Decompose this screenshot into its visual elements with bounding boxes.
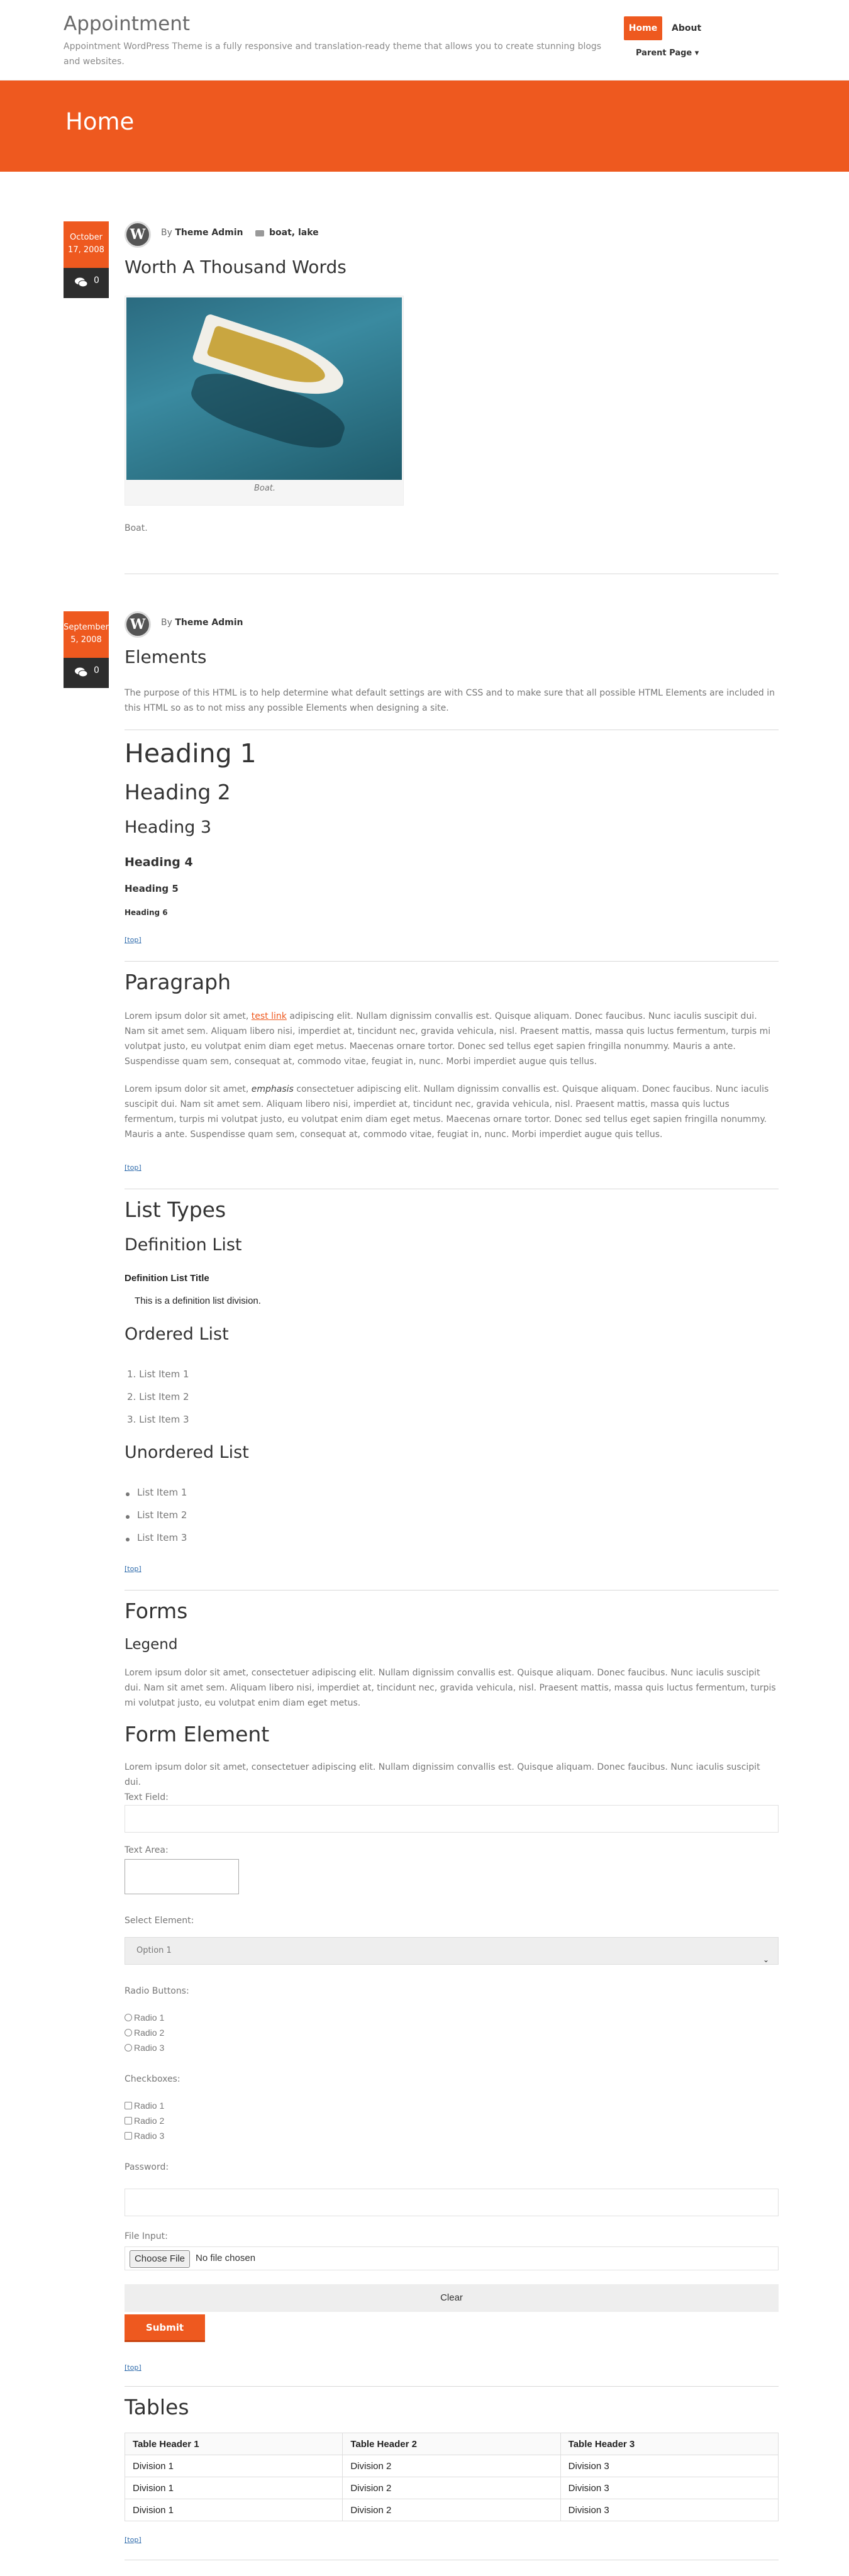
author-avatar	[125, 611, 151, 638]
table-header: Table Header 1	[125, 2433, 343, 2455]
paragraph-heading: Paragraph	[125, 970, 231, 994]
heading-4: Heading 4	[125, 855, 193, 869]
select-value: Option 1	[136, 1946, 172, 1955]
table-cell: Division 1	[125, 2499, 343, 2521]
byline	[161, 618, 243, 628]
table-header: Table Header 2	[343, 2433, 560, 2455]
post-tags[interactable]: boat, lake	[269, 228, 319, 238]
post-intro: The purpose of this HTML is to help determine what default settings are with CSS and to make sure that all possible HTML Elements are included in this HTML so as to not miss any possible Elements when designing a site.	[125, 688, 775, 713]
paragraph-1-start: Lorem ipsum dolor sit amet,	[125, 1011, 252, 1021]
form-element-heading: Form Element	[125, 1722, 270, 1746]
nav-parent-page[interactable]: Parent Page ▾	[636, 48, 699, 58]
comment-count[interactable]	[64, 268, 109, 298]
checkbox-option-label: Radio 2	[134, 2116, 165, 2126]
author-link[interactable]: Theme Admin	[175, 228, 243, 238]
comment-count[interactable]	[64, 658, 109, 688]
unordered-item: List Item 1	[137, 1487, 187, 1498]
text-field-label: Text Field:	[125, 1792, 169, 1802]
boat-figure	[125, 296, 404, 506]
table-cell: Division 1	[125, 2455, 343, 2477]
post-elements	[64, 611, 779, 2576]
radio-option-label: Radio 2	[134, 2028, 165, 2038]
unordered-item: List Item 2	[137, 1509, 187, 1521]
forms-heading: Forms	[125, 1599, 188, 1623]
table-cell: Division 3	[560, 2477, 778, 2499]
select-label: Select Element:	[125, 1916, 194, 1926]
chevron-down-icon: ⌄	[762, 1955, 769, 1964]
table-cell: Division 2	[343, 2455, 560, 2477]
heading-6: Heading 6	[125, 908, 168, 917]
definition-description: This is a definition list division.	[135, 1296, 261, 1306]
heading-2: Heading 2	[125, 780, 231, 804]
site-title[interactable]: Appointment	[64, 13, 191, 35]
radio-option-label: Radio 1	[134, 2012, 165, 2023]
heading-5: Heading 5	[125, 883, 179, 894]
bullet-icon	[126, 1515, 130, 1519]
text-area[interactable]	[125, 1859, 239, 1894]
paragraph-1	[125, 1009, 779, 1069]
heading-1: Heading 1	[125, 738, 257, 769]
text-field[interactable]	[125, 1805, 779, 1833]
divider	[125, 2386, 779, 2387]
post-date-text: October 17, 2008	[68, 233, 104, 255]
tag-icon	[255, 230, 264, 236]
heading-3: Heading 3	[125, 818, 212, 837]
checkbox-option-label: Radio 1	[134, 2101, 165, 2111]
checkbox-icon[interactable]	[125, 2117, 132, 2124]
post-title[interactable]: Worth A Thousand Words	[125, 257, 347, 277]
table-row	[125, 2477, 779, 2499]
checkbox-option[interactable]	[125, 2116, 164, 2126]
ordered-item: 2. List Item 2	[127, 1391, 189, 1402]
select-element[interactable]	[125, 1937, 779, 1965]
byline	[161, 228, 243, 238]
definition-list-heading: Definition List	[125, 1235, 242, 1255]
checkbox-icon[interactable]	[125, 2132, 132, 2140]
wordpress-icon: W	[130, 616, 146, 633]
data-table	[125, 2433, 779, 2521]
paragraph-1-end: adipiscing elit. Nullam dignissim convallis est. Quisque aliquam. Donec faucibus. Nunc iaculis suscipit dui. Nam sit amet sem. Aliquam libero nisi, imperdiet at, tincidunt nec, gravida vehicula, nisl. Praesent mattis, massa quis luctus fermentum, turpis mi volutpat justo, eu volutpat enim diam eget metus. Maecenas ornare tortor. Donec sed tellus eget sapien fringilla nonummy. Mauris a ante. Suspendisse quam sem, consequat at, commodo vitae, feugiat in, nunc. Morbi imperdiet augue quis tellus.	[125, 1011, 771, 1067]
legend-text: Lorem ipsum dolor sit amet, consectetuer adipiscing elit. Nullam dignissim convallis est. Quisque aliquam. Donec faucibus. Nunc iaculis suscipit dui. Nam sit amet sem. Aliquam libero nisi, imperdiet at, tincidunt nec, gravida vehicula, nisl. Praesent mattis, massa quis luctus fermentum, turpis mi volutpat justo, eu volutpat enim diam eget metus.	[125, 1668, 776, 1708]
post-title[interactable]: Elements	[125, 647, 207, 667]
table-cell: Division 3	[560, 2499, 778, 2521]
byline-prefix: By	[161, 618, 172, 628]
checkbox-option-label: Radio 3	[134, 2131, 165, 2141]
comments-icon	[75, 277, 87, 287]
ordered-item: 3. List Item 3	[127, 1414, 189, 1425]
file-input-label: File Input:	[125, 2231, 168, 2241]
divider	[125, 1590, 779, 1591]
boat-image[interactable]	[126, 297, 402, 480]
wordpress-icon: W	[130, 226, 146, 243]
checkbox-icon[interactable]	[125, 2102, 132, 2109]
post-body: Boat.	[125, 523, 148, 533]
tables-heading: Tables	[125, 2395, 189, 2419]
site-tagline: Appointment WordPress Theme is a fully responsive and translation-ready theme that allows you to create stunning blogs and websites.	[64, 42, 602, 67]
radio-option[interactable]	[125, 2012, 164, 2023]
paragraph-2	[125, 1082, 779, 1142]
ordered-list-heading: Ordered List	[125, 1324, 229, 1344]
table-row	[125, 2455, 779, 2477]
checkboxes-label: Checkboxes:	[125, 2074, 180, 2084]
legend-heading: Legend	[125, 1636, 178, 1653]
radio-option[interactable]	[125, 2028, 164, 2038]
top-link[interactable]: [top]	[125, 936, 142, 944]
form-text: Lorem ipsum dolor sit amet, consectetuer adipiscing elit. Nullam dignissim convallis est. Quisque aliquam. Donec faucibus. Nunc iaculis suscipit dui.	[125, 1762, 760, 1787]
figure-caption: Boat.	[253, 484, 276, 493]
unordered-list-heading: Unordered List	[125, 1443, 249, 1462]
password-label: Password:	[125, 2162, 169, 2172]
submit-button[interactable]: Submit	[125, 2314, 205, 2342]
page-title: Home	[65, 108, 135, 135]
radio-icon[interactable]	[125, 2044, 132, 2051]
table-cell: Division 3	[560, 2455, 778, 2477]
file-status: No file chosen	[196, 2253, 256, 2263]
author-avatar	[125, 221, 151, 248]
paragraph-2-end: consectetuer adipiscing elit. Nullam dignissim convallis est. Quisque aliquam. Donec faucibus. Nunc iaculis suscipit dui. Nam sit amet sem. Aliquam libero nisi, imperdiet at, tincidunt nec, gravida vehicula, nisl. Praesent mattis, massa quis luctus fermentum, turpis mi volutpat justo, eu volutpat enim diam eget metus. Maecenas ornare tortor. Donec sed tellus eget sapien fringilla nonummy. Mauris a ante. Suspendisse quam sem, consequat at, commodo vitae, feugiat in, nunc. Morbi imperdiet augue quis tellus.	[125, 1084, 769, 1140]
bullet-icon	[126, 1492, 130, 1496]
author-link[interactable]: Theme Admin	[175, 618, 243, 628]
definition-title: Definition List Title	[125, 1273, 209, 1284]
table-header: Table Header 3	[560, 2433, 778, 2455]
top-link[interactable]: [top]	[125, 2363, 142, 2372]
ordered-item: 1. List Item 1	[127, 1368, 189, 1380]
list-types-heading: List Types	[125, 1197, 226, 1222]
file-input[interactable]	[125, 2246, 779, 2270]
comment-count-text: 0	[94, 665, 99, 675]
test-link[interactable]: test link	[251, 1011, 287, 1021]
bullet-icon	[126, 1538, 130, 1541]
radio-icon[interactable]	[125, 2014, 132, 2021]
divider	[125, 961, 779, 962]
comment-count-text: 0	[94, 275, 99, 286]
emphasis-text: emphasis	[251, 1084, 294, 1094]
unordered-item: List Item 3	[137, 1532, 187, 1543]
page-banner	[0, 80, 849, 172]
table-cell: Division 2	[343, 2499, 560, 2521]
post-date[interactable]	[64, 611, 109, 658]
post-date-text: September 5, 2008	[64, 623, 109, 645]
post-worth-a-thousand-words	[64, 221, 779, 574]
site-header	[0, 0, 849, 80]
paragraph-2-start: Lorem ipsum dolor sit amet,	[125, 1084, 252, 1094]
radio-icon[interactable]	[125, 2029, 132, 2036]
checkbox-option[interactable]	[125, 2131, 164, 2141]
radio-option-label: Radio 3	[134, 2043, 165, 2053]
top-link[interactable]: [top]	[125, 2536, 142, 2544]
nav-home[interactable]: Home	[624, 16, 662, 40]
radio-option[interactable]	[125, 2043, 164, 2053]
post-date[interactable]	[64, 221, 109, 268]
table-header-row	[125, 2433, 779, 2455]
nav-about[interactable]: About	[672, 23, 702, 33]
table-cell: Division 2	[343, 2477, 560, 2499]
clear-button[interactable]: Clear	[125, 2284, 779, 2312]
comments-icon	[75, 667, 87, 677]
text-area-label: Text Area:	[125, 1845, 169, 1855]
top-link[interactable]: [top]	[125, 1565, 142, 1573]
choose-file-button[interactable]: Choose File	[130, 2250, 190, 2268]
radio-label: Radio Buttons:	[125, 1986, 189, 1996]
checkbox-option[interactable]	[125, 2101, 164, 2111]
password-field[interactable]	[125, 2189, 779, 2216]
table-cell: Division 1	[125, 2477, 343, 2499]
byline-prefix: By	[161, 228, 172, 238]
table-row	[125, 2499, 779, 2521]
top-link[interactable]: [top]	[125, 1163, 142, 1172]
